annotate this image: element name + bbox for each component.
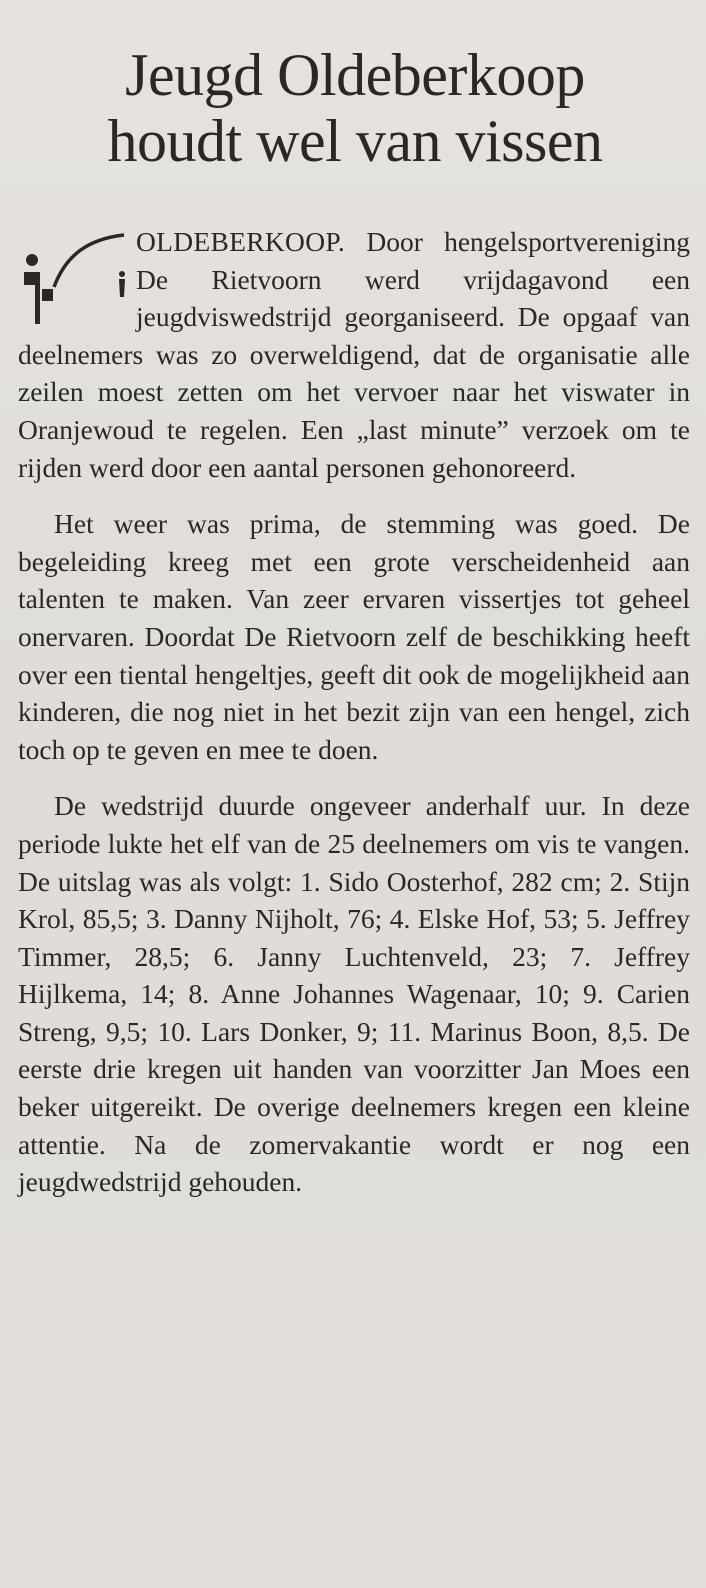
headline-line-2: houdt wel van vissen — [107, 108, 603, 174]
paragraph-2: Het weer was prima, de stemming was goed. De begeleiding kreeg met een grote verscheidenheid aan talenten te maken. Van zeer ervaren vissertjes tot geheel onervaren. Doordat De Rietvoorn zelf de beschikking heeft over een tiental hengeltjes, geeft dit ook de mogelijkheid aan kinderen, die nog niet in het bezit zijn van een hengel, zich toch op te geven en mee te doen. — [18, 508, 690, 765]
info-i-icon — [18, 225, 130, 335]
article-body — [18, 223, 690, 1220]
dateline: OLDEBERKOOP. — [136, 226, 346, 257]
paragraph-1 — [18, 223, 690, 486]
headline — [10, 42, 700, 174]
paragraph-3: De wedstrijd duurde ongeveer anderhalf uur. In deze periode lukte het elf van de 25 deelnemers om vis te vangen. De uitslag was als volgt: 1. Sido Oosterhof, 282 cm; 2. Stijn Krol, 85,5; 3. Danny Nijholt, 76; 4. Elske Hof, 53; 5. Jeffrey Timmer, 28,5; 6. Janny Luchtenveld, 23; 7. Jeffrey Hijlkema, 14; 8. Anne Johannes Wagenaar, 10; 9. Carien Streng, 9,5; 10. Lars Donker, 9; 11. Marinus Boon, 8,5. De eerste drie kregen uit handen van voorzitter Jan Moes een beker uitgereikt. De overige deelnemers kregen een kleine attentie. Na de zomervakantie wordt er nog een jeugdwedstrijd gehouden. — [18, 790, 690, 1198]
paragraph-1-text: Door hengelsportvereniging De Rietvoorn werd vrijdagavond een jeugdviswedstrijd georganiseerd. De opgaaf van deelnemers was zo overweldigend, dat de organisatie alle zeilen moest zetten om het vervoer naar het viswater in Oranjewoud te regelen. Een „last minute” verzoek om te rijden werd door een aantal personen gehonoreerd. — [18, 226, 690, 483]
headline-line-1: Jeugd Oldeberkoop — [125, 42, 585, 108]
